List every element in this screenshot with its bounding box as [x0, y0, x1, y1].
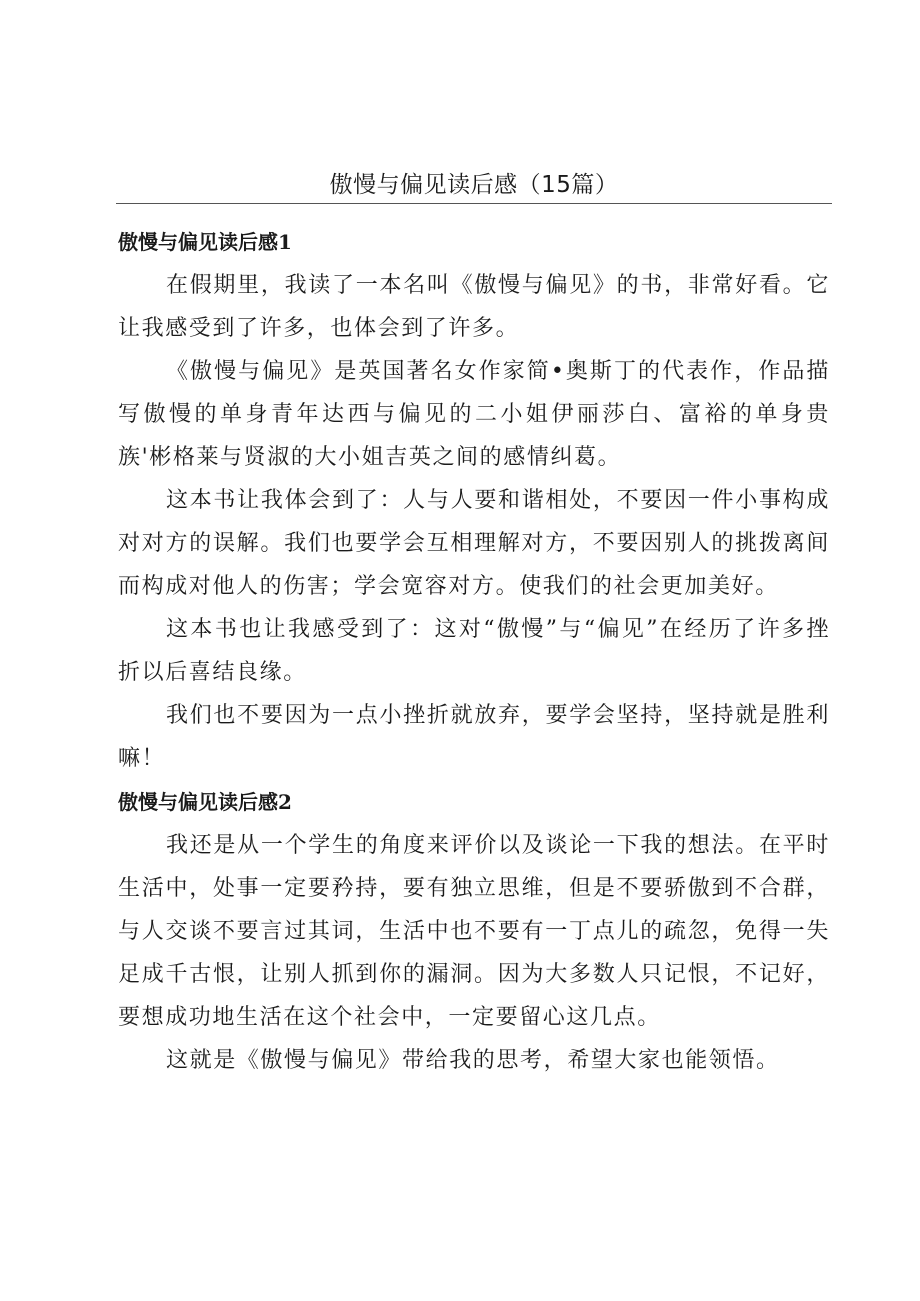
section-heading: 傲慢与偏见读后感2	[118, 790, 292, 814]
paragraph: 我还是从一个学生的角度来评价以及谈论一下我的想法。在平时生活中，处事一定要矜持，要有独立思维，但是不要骄傲到不合群，与人交谈不要言过其词，生活中也不要有一丁点儿的疏忽，免得一失足成千古恨，让别人抓到你的漏洞。因为大多数人只记恨，不记好，要想成功地生活在这个社会中，一定要留心这几点。	[118, 833, 830, 1030]
section-2	[118, 780, 830, 1082]
paragraph: 在假期里，我读了一本名叫《傲慢与偏见》的书，非常好看。它让我感受到了许多，也体会到了许多。	[118, 273, 830, 341]
document-title: 傲慢与偏见读后感（15篇）	[329, 172, 619, 198]
paragraph: 这本书让我体会到了：人与人要和谐相处，不要因一件小事构成对对方的误解。我们也要学会互相理解对方，不要因别人的挑拨离间而构成对他人的伤害；学会宽容对方。使我们的社会更加美好。	[118, 488, 830, 599]
paragraph: 这本书也让我感受到了：这对“傲慢”与“偏见”在经历了许多挫折以后喜结良缘。	[118, 617, 830, 685]
paragraph: 这就是《傲慢与偏见》带给我的思考，希望大家也能领悟。	[166, 1048, 780, 1073]
section-1	[118, 220, 830, 780]
paragraph: 我们也不要因为一点小挫折就放弃，要学会坚持，坚持就是胜利嘛！	[118, 703, 830, 771]
paragraph: 《傲慢与偏见》是英国著名女作家简•奥斯丁的代表作，作品描写傲慢的单身青年达西与偏见的二小姐伊丽莎白、富裕的单身贵族'彬格莱与贤淑的大小姐吉英之间的感情纠葛。	[118, 359, 830, 470]
section-heading: 傲慢与偏见读后感1	[118, 230, 292, 254]
document-body	[118, 220, 830, 1082]
title-divider	[116, 203, 832, 204]
